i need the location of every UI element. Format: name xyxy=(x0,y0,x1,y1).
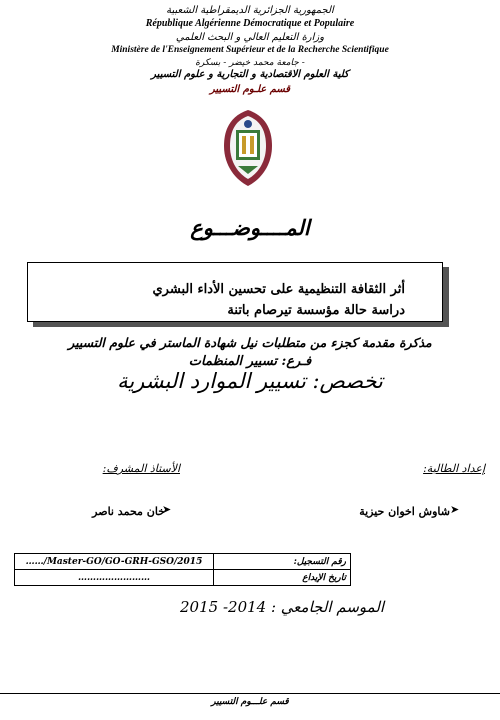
registration-table xyxy=(14,553,351,586)
specialty-text: تخصص: تسيير الموارد البشرية xyxy=(117,369,383,393)
thesis-title: أثر الثقافة التنظيمية على تحسين الأداء البشري xyxy=(152,282,405,297)
subject-heading: المــــوضـــوع xyxy=(190,215,310,240)
footer-divider xyxy=(0,693,500,694)
student-name: شاوش اخوان حيزية xyxy=(359,505,450,518)
table-row xyxy=(15,554,351,570)
student-label: إعداد الطالبة: xyxy=(423,462,485,475)
footer-department: قسم علـــوم التسيير xyxy=(211,697,289,707)
department-name: قسم علـوم التسيير xyxy=(209,84,291,95)
republic-french: République Algérienne Démocratique et Populaire xyxy=(145,18,355,29)
supervisor-label: الأستاذ المشرف: xyxy=(102,462,180,475)
university-name: جامعة محمد خيضر - بسكرة - xyxy=(195,58,305,68)
faculty-name: كلية العلوم الاقتصادية و التجارية و علوم التسيير xyxy=(151,69,349,80)
thesis-subtitle: دراسة حالة مؤسسة تيرصام باتنة xyxy=(227,303,405,318)
ministry-french: Ministère de l'Enseignement Supérieur et de la Recherche Scientifique xyxy=(111,45,389,55)
ministry-arabic: وزارة التعليم العالي و البحث العلمي xyxy=(175,32,325,43)
branch-text: فـرع: تسيير المنظمات xyxy=(188,354,312,369)
supervisor-name: خان محمد ناصر xyxy=(92,505,165,518)
academic-season: الموسم الجامعي : 2014- 2015 xyxy=(180,598,385,616)
deposit-date-value: …………………… xyxy=(15,570,214,586)
arrow-bullet-icon: ➤ xyxy=(450,503,460,516)
memo-description: مذكرة مقدمة كجزء من متطلبات نيل شهادة الماستر في علوم التسيير xyxy=(68,335,432,350)
university-logo-icon xyxy=(218,108,278,188)
arrow-bullet-icon: ➤ xyxy=(162,503,172,516)
republic-arabic: الجمهورية الجزائرية الديمقراطية الشعبية xyxy=(166,5,334,16)
table-row xyxy=(15,570,351,586)
registration-number-label: رقم التسجيل: xyxy=(214,554,351,570)
registration-number-value: ……/Master-GO/GO-GRH-GSO/2015 xyxy=(15,554,214,570)
deposit-date-label: تاريخ الإيداع xyxy=(214,570,351,586)
